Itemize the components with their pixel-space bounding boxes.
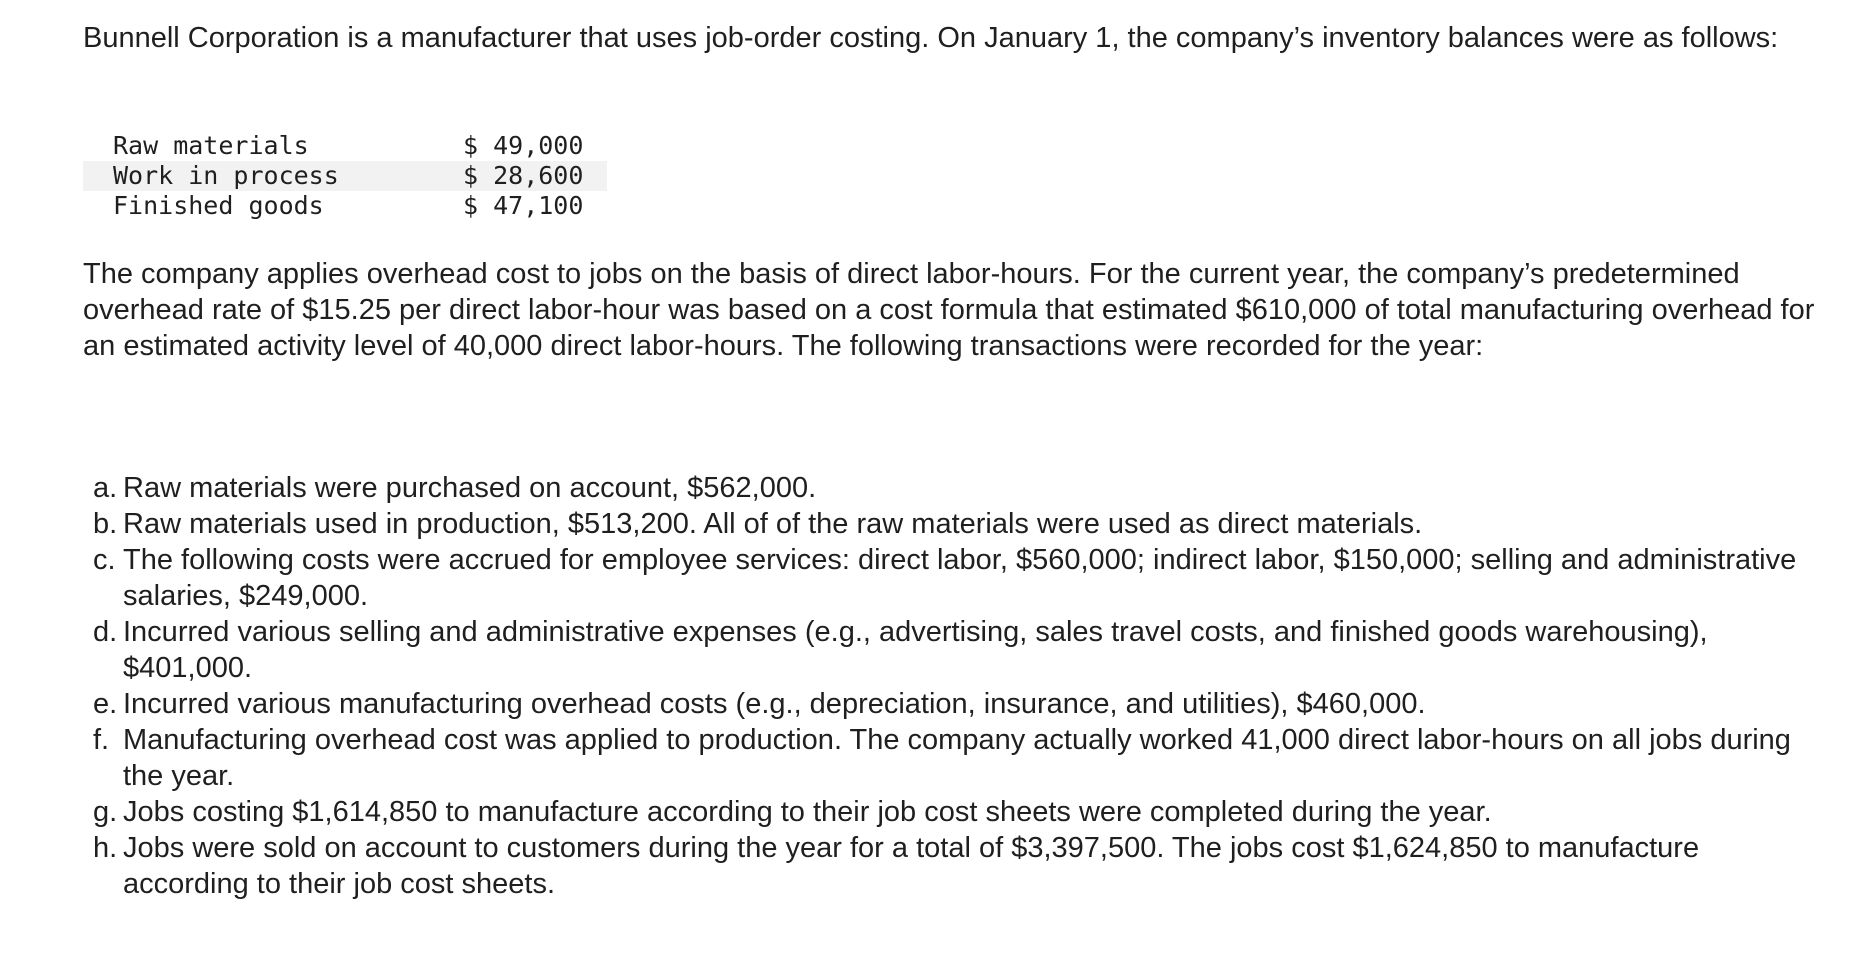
transaction-text: Jobs were sold on account to customers during the year for a total of $3,397,500. The jobs cost $1,624,850 to manufacture according to their job cost sheets. — [123, 832, 1700, 900]
transaction-item-b — [83, 506, 1803, 542]
transaction-text: Raw materials used in production, $513,200. All of of the raw materials were used as direct materials. — [123, 508, 1423, 540]
transaction-letter: h. — [93, 832, 118, 864]
transaction-item-d — [83, 614, 1803, 686]
intro-paragraph: Bunnell Corporation is a manufacturer that uses job-order costing. On January 1, the company’s inventory balances were as follows: — [83, 22, 1779, 54]
balance-label: Raw materials — [113, 131, 309, 160]
transactions-list — [83, 470, 1803, 902]
transaction-text: Raw materials were purchased on account, $562,000. — [123, 472, 817, 504]
transaction-letter: c. — [93, 544, 116, 576]
balance-value: $ 47,100 — [463, 191, 584, 220]
balance-row-finished-goods — [83, 191, 607, 221]
balance-row-work-in-process — [83, 161, 607, 191]
transaction-item-f — [83, 722, 1803, 794]
transaction-letter: a. — [93, 472, 118, 504]
transaction-letter: b. — [93, 508, 118, 540]
balance-label: Work in process — [113, 161, 339, 190]
transaction-item-e — [83, 686, 1803, 722]
transaction-item-h — [83, 830, 1803, 902]
transaction-text: Incurred various manufacturing overhead costs (e.g., depreciation, insurance, and utilities), $460,000. — [123, 688, 1426, 720]
transaction-letter: f. — [93, 724, 110, 756]
transaction-item-c — [83, 542, 1803, 614]
transaction-text: Incurred various selling and administrative expenses (e.g., advertising, sales travel costs, and finished goods warehousing), $401,000. — [123, 616, 1708, 684]
transaction-text: Jobs costing $1,614,850 to manufacture according to their job cost sheets were completed during the year. — [123, 796, 1492, 828]
transaction-text: Manufacturing overhead cost was applied to production. The company actually worked 41,000 direct labor-hours on all jobs during the year. — [123, 724, 1791, 792]
transaction-item-a — [83, 470, 1803, 506]
overhead-paragraph: The company applies overhead cost to jobs on the basis of direct labor-hours. For the current year, the company’s predetermined overhead rate of $15.25 per direct labor-hour was based on a cost formula that estimated $610,000 of total manufacturing overhead for an estimated activity level of 40,000 direct labor-hours. The following transactions were recorded for the year: — [83, 258, 1815, 362]
transaction-letter: g. — [93, 796, 118, 828]
balance-value: $ 49,000 — [463, 131, 584, 160]
transaction-item-g — [83, 794, 1803, 830]
transaction-text: The following costs were accrued for employee services: direct labor, $560,000; indirect labor, $150,000; selling and administrative salaries, $249,000. — [123, 544, 1797, 612]
transaction-letter: e. — [93, 688, 118, 720]
balance-label: Finished goods — [113, 191, 324, 220]
balance-row-raw-materials — [83, 131, 607, 161]
transaction-letter: d. — [93, 616, 118, 648]
inventory-balances-table — [83, 131, 607, 221]
balance-value: $ 28,600 — [463, 161, 584, 190]
